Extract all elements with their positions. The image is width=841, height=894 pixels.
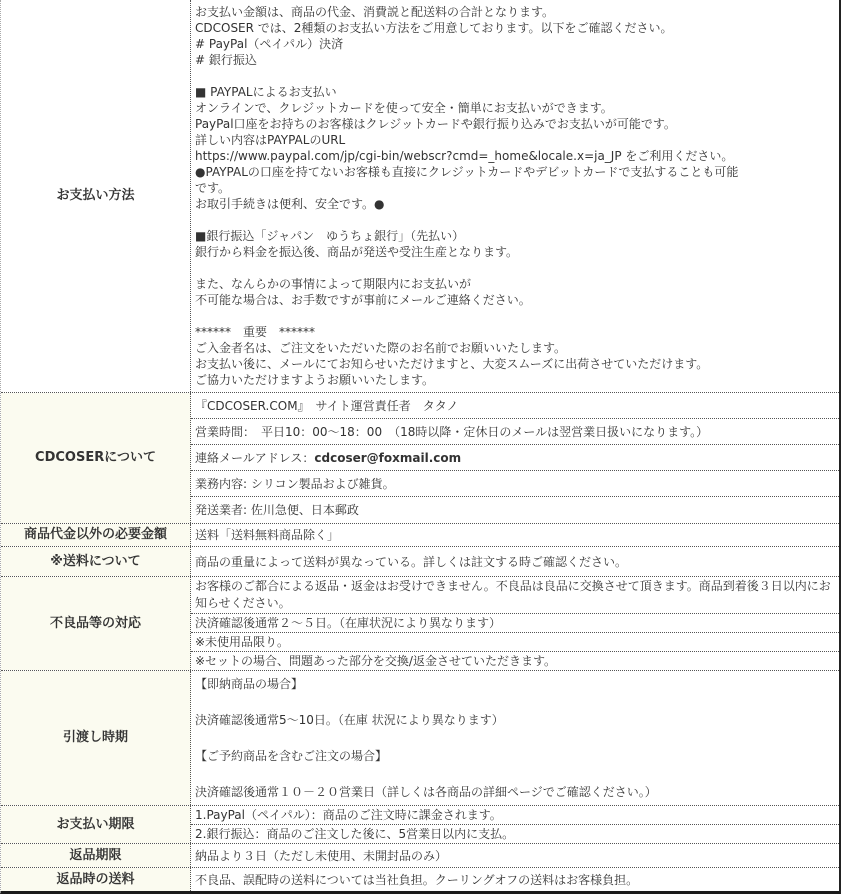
shipping-note-text: 商品の重量によって送料が異なっている。詳しくは註文する時ご確認ください。 [195,554,628,569]
about-contact [191,445,839,471]
about-shipper: 発送業者: 佐川急便、日本郵政 [195,503,359,517]
delivery-line-blank [195,693,835,711]
header-payment-method: お支払い方法 [1,0,191,392]
payment-line: ●PAYPALの口座を持てないお客様も直接にクレジットカードやデビットカードで支払することも可能 [195,165,739,179]
delivery-line-blank [195,729,835,747]
contact-label: 連絡メールアドレス： [195,450,315,465]
payment-line: ■銀行振込「ジャパン ゆうちょ銀行」（先払い） [195,229,465,243]
return-deadline-text: 納品より３日（ただし未使用、未開封品のみ） [195,848,448,863]
payment-line: オンラインで、クレジットカードを使って安全・簡単にお支払いができます。 [195,101,613,115]
payment-line-blank [195,260,835,276]
row-shipping-note [1,547,839,577]
header-shipping-note: ※送料について [1,547,191,576]
about-site: 『CDCOSER.COM』 サイト運営責任者 タタノ [191,393,839,419]
payment-line: お支払い後に、メールにてお知らせいただけますと、大変スムーズに出荷させていただけます。 [195,357,709,371]
payment-line: ■ PAYPALによるお支払い [195,85,337,99]
payment-line: 不可能な場合は、お手数ですが事前にメールご連絡ください。 [195,293,531,307]
payment-line-blank [195,308,835,324]
defective-item: 決済確認後通常２～５日。（在庫状況により異なります） [191,614,839,633]
about-hours: 営業時間： 平日10：00～18：00 （18時以降・定休日のメールは翌営業日扱いになります。） [191,419,839,445]
row-extra-fees [1,524,839,547]
return-deadline-content [191,844,839,867]
about-cdcoser-content [191,393,839,523]
header-extra-fees: 商品代金以外の必要金額 [1,524,191,546]
payment-line: ご入金者名は、ご注文をいただいた際のお名前でお願いいたします。 [195,341,567,355]
header-payment-deadline: お支払い期限 [1,806,191,843]
delivery-line: 【即納商品の場合】 [195,677,304,691]
payment-line: # 銀行振込 [195,53,257,67]
payment-line: PayPal口座をお持ちのお客様はクレジットカードや銀行振り込みでお支払いが可能です。 [195,117,676,131]
payment-line: お取引手続きは便利、安全です。● [195,197,385,211]
header-return-deadline: 返品期限 [1,844,191,867]
row-payment-deadline [1,806,839,844]
return-shipping-text: 不良品、誤配時の送料については当社負担。クーリングオフの送料はお客様負担。 [195,872,639,887]
header-about-cdcoser: CDCOSERについて [1,393,191,523]
payment-line-blank [195,212,835,228]
payment-line: 銀行から料金を振込後、商品が発送や受注生産となります。 [195,245,519,259]
contact-email: cdcoser@foxmail.com [314,450,462,465]
payment-line: です。 [195,181,231,195]
header-delivery-time: 引渡し時期 [1,671,191,805]
payment-line-blank [195,68,835,84]
header-defective-items: 不良品等の対応 [1,577,191,670]
payment-line: また、なんらかの事情によって期限内にお支払いが [195,277,472,291]
payment-line: お支払い金額は、商品の代金、消費説と配送料の合計となります。 [195,5,555,19]
delivery-line: 決済確認後通常5～10日。（在庫 状況により異なります） [195,713,504,727]
extra-fees-content [191,524,839,546]
shipping-note-content [191,547,839,576]
payment-line-paypal-url: https://www.paypal.com/jp/cgi-bin/webscr?cmd=_home&locale.x=ja_JP をご利用ください。 [195,149,734,163]
payment-line: CDCOSER では、2種類のお支払い方法をご用意しております。以下をご確認ください。 [195,21,673,35]
row-return-shipping [1,868,839,891]
about-business: 業務内容: シリコン製品および雑貨。 [191,471,839,497]
defective-item: お客様のご都合による返品・返金はお受けできません。不良品は良品に交換させて頂きます。商品到着後３日以内にお知らせください。 [191,577,839,614]
row-delivery-time [1,671,839,806]
delivery-line: 【ご予約商品を含むご注文の場合】 [195,749,388,763]
row-return-deadline [1,844,839,868]
defective-item: ※未使用品限り。 [191,633,839,652]
return-shipping-content [191,868,839,891]
row-defective-items [1,577,839,671]
header-return-shipping: 返品時の送料 [1,868,191,891]
extra-fee-text: 送料「送料無料商品除く」 [195,528,340,542]
payment-deadline-item: 1.PayPal（ペイパル）：商品のご注文時に課金されます。 [191,806,839,825]
delivery-line: 決済確認後通常１０－２０営業日（詳しくは各商品の詳細ページでご確認ください。） [195,785,657,799]
delivery-line-blank [195,765,835,783]
payment-deadline-content [191,806,839,843]
delivery-time-content [191,671,839,805]
row-about-cdcoser [1,393,839,524]
payment-deadline-item: 2.銀行振込：商品のご注文した後に、5営業日以内に支払。 [195,827,515,841]
payment-line-important: ****** 重要 ****** [195,325,316,339]
row-payment-method [1,0,839,393]
payment-line: 詳しい内容はPAYPALのURL [195,133,346,147]
defective-items-content [191,577,839,670]
payment-line: # PayPal（ペイパル）決済 [195,37,344,51]
payment-method-content [191,0,839,392]
payment-line: ご協力いただけますようお願いいたします。 [195,373,435,387]
defective-item: ※セットの場合、問題あった部分を交換/返金させていただきます。 [195,654,557,668]
